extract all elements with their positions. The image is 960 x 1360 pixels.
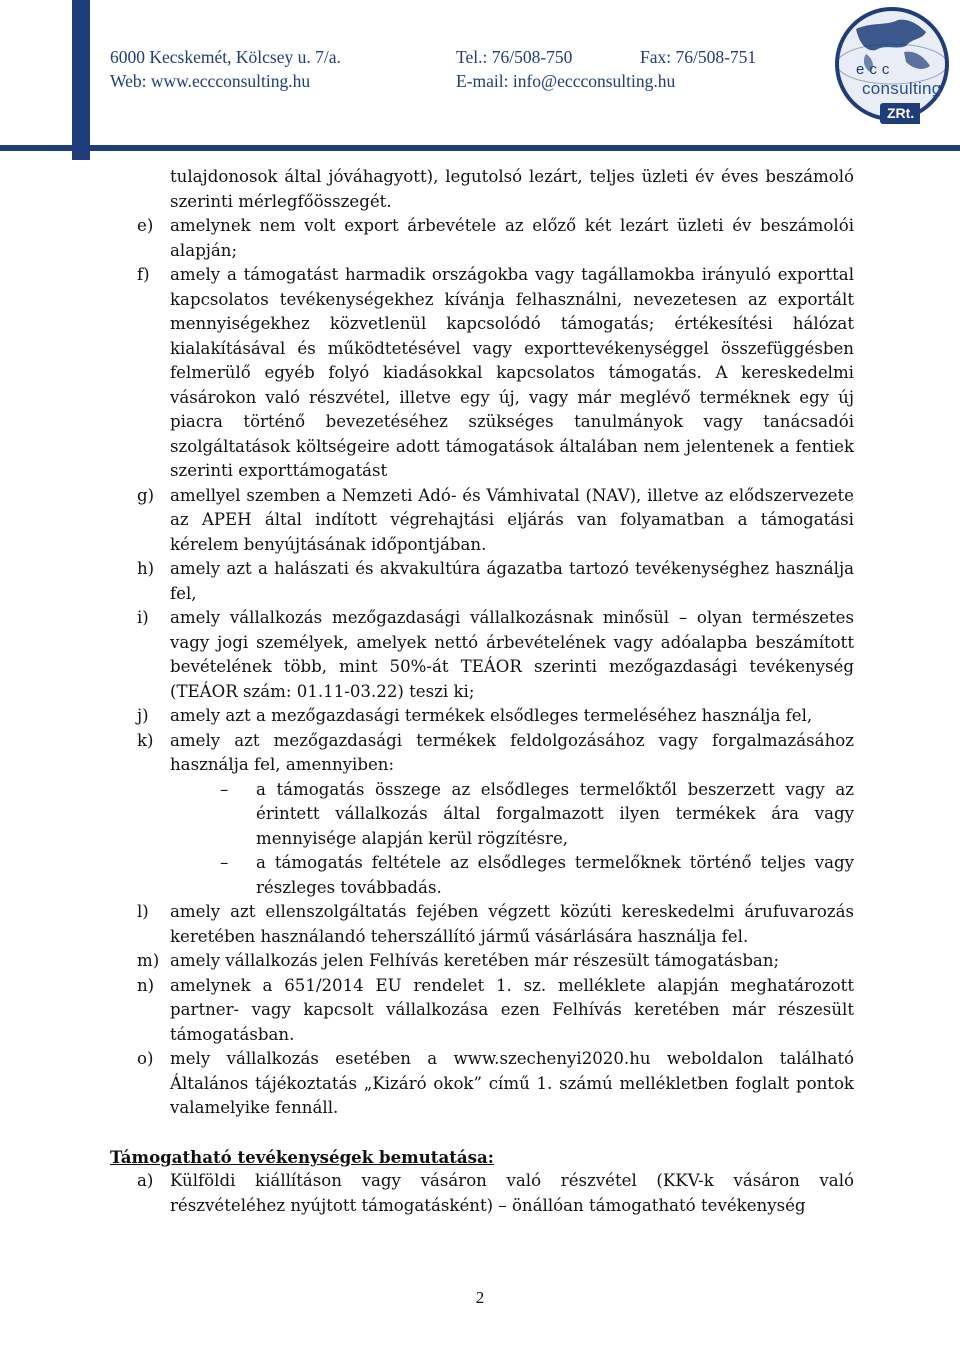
header-email: E-mail: info@eccconsulting.hu bbox=[456, 71, 676, 91]
list-item-l: l) amely azt ellenszolgáltatás fejében végzett közúti kereskedelmi árufuvarozás keretében használandó teherszállító jármű vásárlására használja fel. bbox=[137, 902, 854, 946]
header-web: Web: www.eccconsulting.hu bbox=[110, 71, 311, 91]
logo-zrt-badge: ZRt. bbox=[880, 103, 920, 124]
dash-item-2: – a támogatás feltétele az elsődleges termelőknek történő teljes vagy részleges továbbadás. bbox=[220, 853, 854, 897]
dash-item-1: – a támogatás összege az elsődleges termelőktől beszerzett vagy az érintett vállalkozás által forgalmazott ilyen termékek ára vagy mennyisége alapján kerül rögzítésre, bbox=[220, 779, 854, 848]
list-item-h: h) amely azt a halászati és akvakultúra ágazatba tartozó tevékenységhez használja fel, bbox=[137, 559, 854, 603]
document-body bbox=[110, 165, 854, 1218]
header-phone: Tel.: 76/508-750 bbox=[456, 47, 573, 67]
list-item-i: i) amely vállalkozás mezőgazdasági vállalkozásnak minősül – olyan természetes vagy jogi személyek, amelyek nettó árbevételének vagy adóalapba beszámított bevételének több, mint 50%-át TEÁOR szerinti mezőgazdasági tevékenység (TEÁOR szám: 01.11-03.22) teszi ki; bbox=[137, 608, 854, 701]
header-rule bbox=[0, 145, 960, 151]
section-heading: Támogatható tevékenységek bemutatása: bbox=[110, 1146, 494, 1167]
logo-ecc: ecc bbox=[856, 61, 895, 78]
list-item-e: e) amelynek nem volt export árbevétele az előző két lezárt üzleti év beszámolói alapján; bbox=[137, 216, 854, 260]
header-vertical-bar bbox=[72, 0, 90, 160]
activity-item-a: a) Külföldi kiállításon vagy vásáron való részvétel (KKV-k vásáron való részvételéhez nyújtott támogatásként) – önállóan támogatható tevékenység bbox=[137, 1171, 854, 1215]
header-address: 6000 Kecskemét, Kölcsey u. 7/a. bbox=[110, 47, 341, 67]
logo-consulting: consulting bbox=[862, 79, 942, 98]
list-item-m: m) amely vállalkozás jelen Felhívás keretében már részesült támogatásban; bbox=[137, 951, 780, 970]
continuation-paragraph: tulajdonosok által jóváhagyott), legutolsó lezárt, teljes üzleti év éves beszámoló szerinti mérlegfőösszegét. bbox=[170, 167, 854, 211]
list-item-j: j) amely azt a mezőgazdasági termékek elsődleges termeléséhez használja fel, bbox=[137, 706, 813, 725]
header-fax: Fax: 76/508-751 bbox=[640, 47, 757, 67]
list-item-n: n) amelynek a 651/2014 EU rendelet 1. sz. melléklete alapján meghatározott partner- vagy kapcsolt vállalkozása ezen Felhívás keretében már részesült támogatásban. bbox=[137, 975, 854, 1044]
list-item-f: f) amely a támogatást harmadik országokba vagy tagállamokba irányuló exporttal kapcsolatos tevékenységekhez kívánja felhasználni, nevezetesen az exportált mennyiségekhez közvetlenül kapcsolódó támogatás; értékesítési hálózat kialakításával és működtetésével vagy exporttevékenységgel összefüggésben felmerülő egyéb folyó kiadásokkal kapcsolatos támogatás. A kereskedelmi vásárokon való részvétel, illetve egy új, vagy már meglévő terméknek egy új piacra történő bevezetéséhez szükséges tanulmányok vagy tanácsadói szolgáltatások költségeire adott támogatások általában nem jelentenek a fentiek szerinti exporttámogatást bbox=[137, 265, 854, 480]
spacer bbox=[137, 1121, 854, 1145]
list-item-o: o) mely vállalkozás esetében a www.szechenyi2020.hu weboldalon található Általános tájékoztatás „Kizáró okok” című 1. számú mellékletben foglalt pontok valamelyike fennáll. bbox=[137, 1049, 854, 1117]
list-item-g: g) amellyel szemben a Nemzeti Adó- és Vámhivatal (NAV), illetve az elődszervezete az APEH által indított végrehajtási eljárás van folyamatban a támogatási kérelem benyújtásának időpontjában. bbox=[137, 485, 854, 554]
page-number: 2 bbox=[475, 1288, 485, 1307]
list-item-k: k) amely azt mezőgazdasági termékek feldolgozásához vagy forgalmazásához használja fel, amennyiben: bbox=[137, 730, 854, 774]
